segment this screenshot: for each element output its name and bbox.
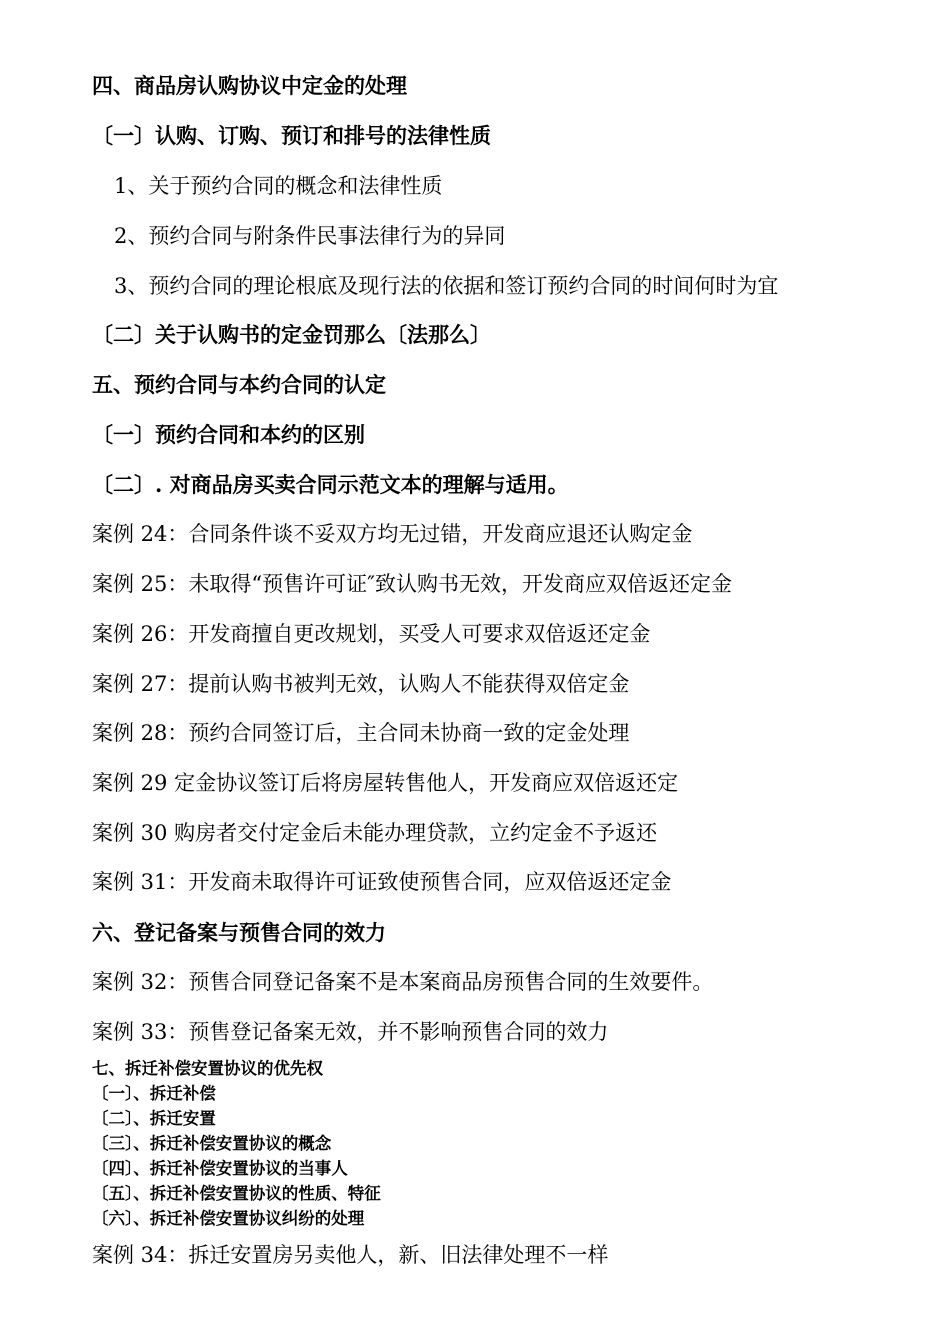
case-31: 案例 31：开发商未取得许可证致使预售合同，应双倍返还定金 — [92, 870, 672, 894]
case-26: 案例 26：开发商擅自更改规划，买受人可要求双倍返还定金 — [92, 622, 651, 646]
case-34: 案例 34：拆迁安置房另卖他人，新、旧法律处理不一样 — [92, 1243, 609, 1267]
case-32: 案例 32：预售合同登记备案不是本案商品房预售合同的生效要件。 — [92, 970, 714, 994]
section7-sub-1: 〔一〕、拆迁补偿 — [92, 1084, 216, 1103]
case-27: 案例 27：提前认购书被判无效，认购人不能获得双倍定金 — [92, 672, 630, 696]
section4-subheading-2: 〔二〕关于认购书的定金罚那么〔法那么〕 — [92, 322, 491, 347]
section7-sub-5: 〔五〕、拆迁补偿安置协议的性质、特征 — [92, 1184, 381, 1203]
section5-subheading-1: 〔一〕预约合同和本约的区别 — [92, 422, 365, 447]
section5-heading: 五、预约合同与本约合同的认定 — [92, 372, 386, 397]
section7-sub-4: 〔四〕、拆迁补偿安置协议的当事人 — [92, 1159, 348, 1178]
section7-heading: 七、拆迁补偿安置协议的优先权 — [92, 1059, 323, 1078]
case-29: 案例 29 定金协议签订后将房屋转售他人，开发商应双倍返还定 — [92, 771, 679, 795]
case-24: 案例 24：合同条件谈不妥双方均无过错，开发商应退还认购定金 — [92, 522, 693, 546]
case-25: 案例 25：未取得“预售许可证″致认购书无效，开发商应双倍返还定金 — [92, 572, 732, 596]
case-28: 案例 28：预约合同签订后，主合同未协商一致的定金处理 — [92, 721, 630, 745]
section4-subheading-1: 〔一〕认购、订购、预订和排号的法律性质 — [92, 123, 491, 148]
section4-item-1: 1、关于预约合同的概念和法律性质 — [114, 174, 443, 198]
section7-sub-6: 〔六〕、拆迁补偿安置协议纠纷的处理 — [92, 1209, 365, 1228]
section4-item-3: 3、预约合同的理论根底及现行法的依据和签订预约合同的时间何时为宜 — [114, 274, 779, 298]
section6-heading: 六、登记备案与预售合同的效力 — [92, 920, 386, 945]
case-33: 案例 33：预售登记备案无效，并不影响预售合同的效力 — [92, 1020, 609, 1044]
section4-item-2: 2、预约合同与附条件民事法律行为的异同 — [114, 224, 506, 248]
section7-sub-2: 〔二〕、拆迁安置 — [92, 1109, 216, 1128]
section4-heading: 四、商品房认购协议中定金的处理 — [92, 73, 407, 98]
section5-subheading-2: 〔二〕. 对商品房买卖合同示范文本的理解与适用。 — [92, 472, 569, 497]
section7-sub-3: 〔三〕、拆迁补偿安置协议的概念 — [92, 1134, 332, 1153]
case-30: 案例 30 购房者交付定金后未能办理贷款，立约定金不予返还 — [92, 821, 658, 845]
